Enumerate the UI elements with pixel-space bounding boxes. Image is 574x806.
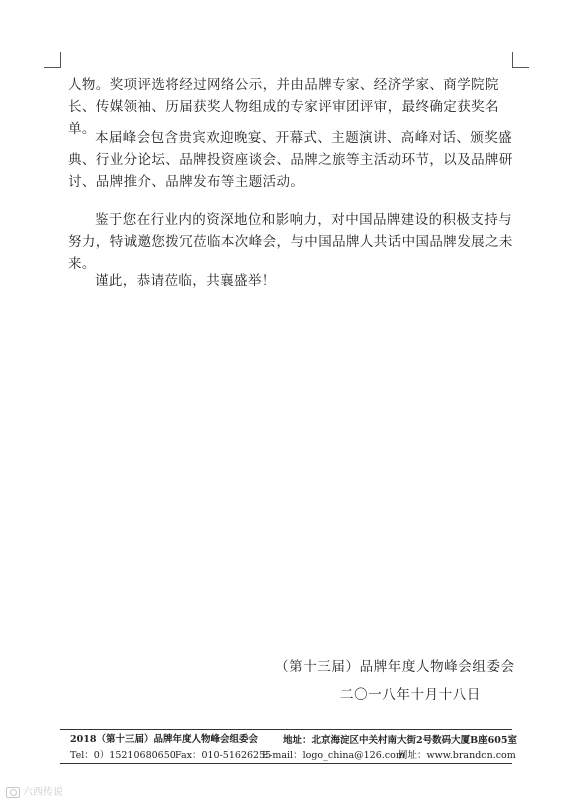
footer-website: 网址：www.brandcn.com [398,750,516,761]
paragraph-invitation: 鉴于您在行业内的资深地位和影响力，对中国品牌建设的积极支持与努力，特诚邀您拨冗莅临本次峰会，与中国品牌人共话中国品牌发展之未来。 [68,212,513,272]
footer-email: E-mail：logo_china@126.com [262,750,405,761]
footer-organizer: 2018（第十三届）品牌年度人物峰会组委会 [70,734,258,745]
paragraph-awards-review: 人物。奖项评选将经过网络公示，并由品牌专家、经济学家、商学院院长、传媒领袖、历届获奖人物组成的专家评审团评审，最终确定获奖名单。 [68,77,499,137]
footer-address: 地址：北京海淀区中关村南大街2号数码大厦B座605室 [283,735,517,746]
crop-mark-left-horizontal [44,67,61,68]
footer-divider-line [60,729,512,730]
footer-fax: Fax：010-51626255 [175,750,272,761]
crop-mark-right-vertical [512,52,513,68]
footer-bottom-line [60,763,512,764]
camera-icon [6,787,20,798]
signature-organizer: （第十三届）品牌年度人物峰会组委会 [275,659,515,675]
crop-mark-left-vertical [60,52,61,68]
signature-date: 二〇一八年十月十八日 [340,687,481,703]
paragraph-summit-events: 本届峰会包含贵宾欢迎晚宴、开幕式、主题演讲、高峰对话、颁奖盛典、行业分论坛、品牌投资座谈会、品牌之旅等主活动环节，以及品牌研讨、品牌推介、品牌发布等主题活动。 [68,130,513,190]
footer-tel: Tel：0）15210680650 [70,750,176,761]
watermark [6,783,63,798]
watermark-text: 六西传说 [23,787,63,798]
paragraph-closing: 谨此，恭请莅临，共襄盛举！ [95,273,276,289]
crop-mark-right-horizontal [512,67,529,68]
